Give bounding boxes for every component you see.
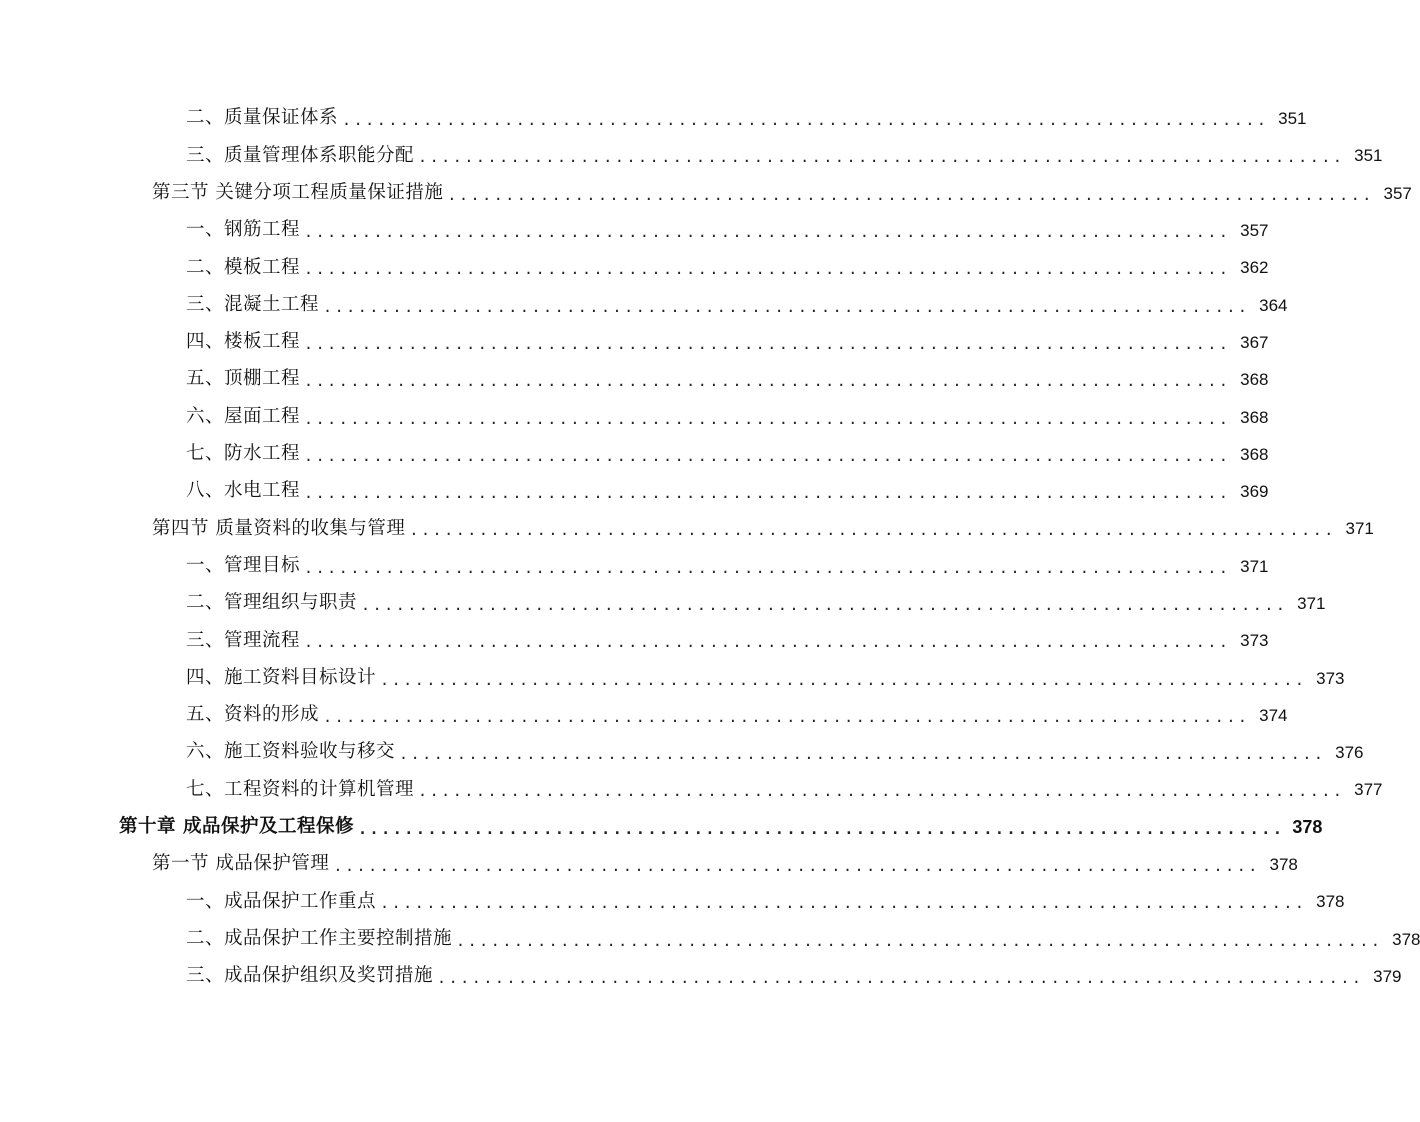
toc-entry-title: 二、模板工程 — [186, 256, 301, 278]
toc-dot-leader: ................................................................................ — [380, 670, 1307, 689]
toc-entry[interactable] — [0, 249, 1269, 286]
toc-entry-title: 第三节 关键分项工程质量保证措施 — [152, 181, 444, 203]
toc-entry-title: 六、屋面工程 — [186, 405, 301, 427]
toc-entry-title: 五、资料的形成 — [186, 704, 320, 726]
toc-entry-title: 三、混凝土工程 — [186, 293, 320, 315]
toc-dot-leader: ................................................................................ — [323, 707, 1250, 726]
toc-entry[interactable] — [0, 958, 1402, 995]
toc-dot-leader: ................................................................................ — [456, 931, 1383, 950]
toc-entry-title: 七、防水工程 — [186, 443, 301, 465]
toc-entry-page: 364 — [1259, 295, 1288, 315]
toc-entry-page: 371 — [1240, 556, 1269, 576]
toc-entry[interactable] — [0, 100, 1307, 137]
toc-dot-leader: ................................................................................ — [399, 745, 1326, 764]
toc-entry-title: 八、水电工程 — [186, 480, 301, 502]
toc-entry-title: 三、管理流程 — [186, 629, 301, 651]
toc-entry-title: 七、工程资料的计算机管理 — [186, 778, 415, 800]
toc-entry[interactable] — [0, 137, 1383, 174]
table-of-contents — [0, 100, 1420, 995]
toc-entry-page: 357 — [1240, 221, 1269, 241]
toc-dot-leader: ................................................................................ — [304, 334, 1231, 353]
toc-entry-title: 一、钢筋工程 — [186, 219, 301, 241]
toc-chapter-entry[interactable] — [0, 809, 1323, 846]
toc-entry-page: 371 — [1297, 594, 1326, 613]
toc-dot-leader: ................................................................................ — [357, 819, 1285, 838]
toc-entry-title: 二、成品保护工作主要控制措施 — [186, 927, 453, 949]
toc-entry-page: 378 — [1316, 892, 1345, 912]
toc-entry[interactable] — [0, 846, 1298, 883]
toc-dot-leader: ................................................................................ — [409, 521, 1336, 540]
toc-entry-title: 一、管理目标 — [186, 554, 301, 576]
toc-entry-title: 四、楼板工程 — [186, 331, 301, 353]
toc-entry[interactable] — [0, 398, 1269, 435]
toc-dot-leader: ................................................................................ — [304, 558, 1231, 577]
toc-entry[interactable] — [0, 622, 1269, 659]
toc-dot-leader: ................................................................................ — [333, 857, 1260, 876]
toc-entry-page: 362 — [1240, 258, 1269, 278]
toc-entry-page: 373 — [1316, 668, 1345, 688]
toc-dot-leader: ................................................................................ — [304, 223, 1231, 242]
toc-entry[interactable] — [0, 883, 1345, 920]
toc-entry[interactable] — [0, 510, 1374, 547]
toc-entry-title: 五、顶棚工程 — [186, 368, 301, 390]
toc-entry-page: 373 — [1240, 631, 1269, 651]
toc-entry-page: 351 — [1278, 109, 1307, 129]
toc-entry-page: 374 — [1259, 705, 1288, 725]
toc-dot-leader: ................................................................................ — [304, 260, 1231, 279]
toc-entry-page: 368 — [1240, 370, 1269, 390]
toc-entry[interactable] — [0, 697, 1288, 734]
toc-dot-leader: ................................................................................ — [418, 782, 1345, 801]
toc-entry-page: 378 — [1269, 855, 1298, 875]
toc-entry-page: 378 — [1292, 817, 1323, 838]
toc-entry[interactable] — [0, 771, 1383, 808]
toc-dot-leader: ................................................................................ — [304, 633, 1231, 652]
toc-dot-leader: ................................................................................ — [304, 484, 1231, 503]
toc-entry[interactable] — [0, 659, 1345, 696]
toc-entry-page: 368 — [1240, 444, 1269, 464]
toc-dot-leader: ................................................................................ — [361, 596, 1288, 614]
toc-entry[interactable] — [0, 286, 1288, 323]
toc-dot-leader: ................................................................................ — [342, 111, 1269, 130]
toc-entry-page: 369 — [1240, 482, 1269, 502]
toc-entry[interactable] — [0, 921, 1420, 958]
toc-entry[interactable] — [0, 585, 1326, 622]
toc-dot-leader: ................................................................................ — [447, 185, 1374, 204]
toc-entry-title: 第一节 成品保护管理 — [152, 853, 330, 875]
toc-dot-leader: ................................................................................ — [418, 148, 1345, 167]
toc-entry[interactable] — [0, 361, 1269, 398]
toc-entry-title: 第四节 质量资料的收集与管理 — [152, 517, 406, 539]
toc-entry-title: 一、成品保护工作重点 — [186, 890, 377, 912]
toc-entry[interactable] — [0, 212, 1269, 249]
toc-dot-leader: ................................................................................ — [437, 968, 1364, 987]
toc-dot-leader: ................................................................................ — [380, 894, 1307, 913]
toc-entry-page: 371 — [1345, 519, 1374, 539]
toc-entry-page: 357 — [1383, 183, 1412, 203]
toc-entry-page: 377 — [1354, 780, 1383, 800]
toc-entry-page: 378 — [1392, 929, 1420, 949]
toc-entry[interactable] — [0, 473, 1269, 510]
toc-entry-title: 二、管理组织与职责 — [186, 592, 358, 614]
toc-entry-page: 379 — [1373, 966, 1402, 986]
toc-entry-title: 六、施工资料验收与移交 — [186, 741, 396, 763]
toc-dot-leader: ................................................................................ — [304, 372, 1231, 391]
toc-entry-title: 二、质量保证体系 — [186, 107, 339, 129]
toc-dot-leader: ................................................................................ — [323, 297, 1250, 316]
toc-entry[interactable] — [0, 175, 1412, 212]
toc-entry-title: 第十章 成品保护及工程保修 — [119, 816, 354, 838]
toc-entry-title: 三、成品保护组织及奖罚措施 — [186, 965, 434, 987]
toc-entry[interactable] — [0, 324, 1269, 361]
toc-entry-page: 367 — [1240, 332, 1269, 352]
toc-entry-title: 四、施工资料目标设计 — [186, 666, 377, 688]
toc-entry-page: 376 — [1335, 743, 1364, 763]
toc-dot-leader: ................................................................................ — [304, 446, 1231, 465]
toc-entry[interactable] — [0, 548, 1269, 585]
toc-entry[interactable] — [0, 436, 1269, 473]
toc-entry-page: 351 — [1354, 146, 1383, 166]
toc-dot-leader: ................................................................................ — [304, 409, 1231, 428]
toc-entry-page: 368 — [1240, 407, 1269, 427]
toc-entry-title: 三、质量管理体系职能分配 — [186, 144, 415, 166]
toc-entry[interactable] — [0, 734, 1364, 771]
